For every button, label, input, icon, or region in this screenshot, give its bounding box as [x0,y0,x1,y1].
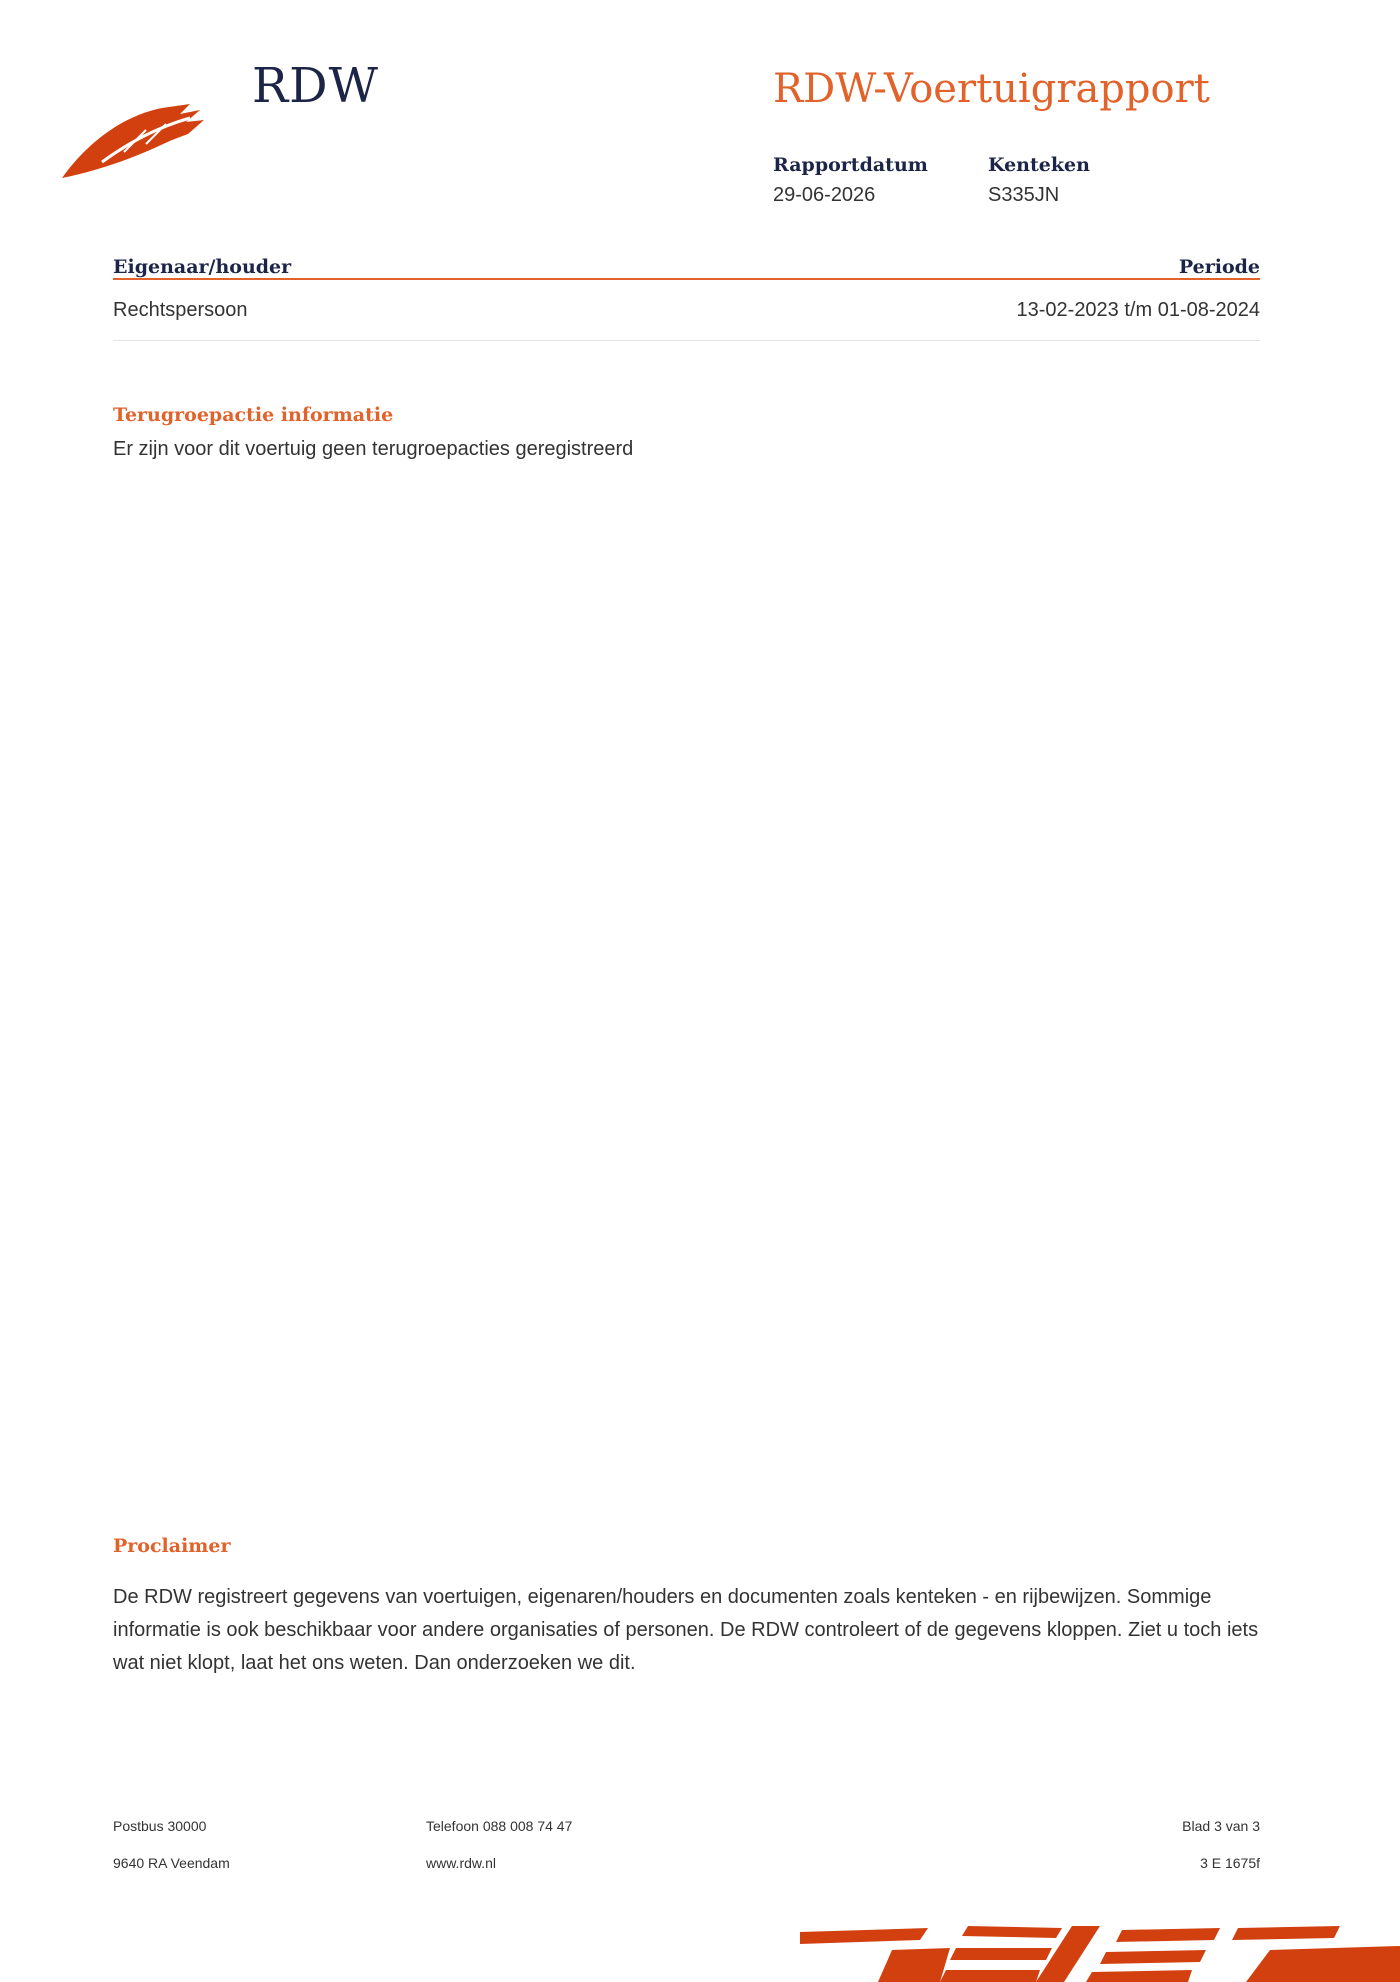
footer-address-line2: 9640 RA Veendam [113,1855,230,1871]
footer-website[interactable]: www.rdw.nl [426,1855,497,1871]
footer-address-line1: Postbus 30000 [113,1818,207,1834]
recall-section-title: Terugroepactie informatie [113,404,394,426]
license-plate-label: Kenteken [988,154,1090,176]
brand-name: RDW [252,58,379,114]
table-row [113,280,1260,341]
owner-table [113,248,1260,341]
period-cell: 13-02-2023 t/m 01-08-2024 [1016,298,1260,321]
road-stripes-icon [800,1926,1400,1982]
proclaimer-text: De RDW registreert gegevens van voertuigen, eigenaren/houders en documenten zoals kenteken - en rijbewijzen. Sommige informatie is ook beschikbaar voor andere organisaties of personen. De RDW controleert of de gegevens kloppen. Ziet u toch iets wat niet klopt, laat het ons weten. Dan onderzoeken we dit. [113,1586,1259,1674]
report-date-value: 29-06-2026 [773,184,876,206]
footer-page-number: Blad 3 van 3 [1182,1818,1260,1834]
recall-text: Er zijn voor dit voertuig geen terugroepacties geregistreerd [113,438,634,460]
report-date-label: Rapportdatum [773,154,928,176]
footer-phone: Telefoon 088 008 74 47 [426,1818,573,1834]
license-plate-value: S335JN [988,184,1060,206]
period-column-header: Periode [1178,256,1260,278]
owner-cell: Rechtspersoon [113,298,248,321]
rdw-logo-icon [62,88,232,180]
owner-table-header [113,248,1260,280]
proclaimer-title: Proclaimer [113,1535,231,1557]
footer-document-code: 3 E 1675f [1200,1855,1260,1871]
owner-column-header: Eigenaar/houder [113,256,292,278]
report-title: RDW-Voertuigrapport [773,66,1210,112]
